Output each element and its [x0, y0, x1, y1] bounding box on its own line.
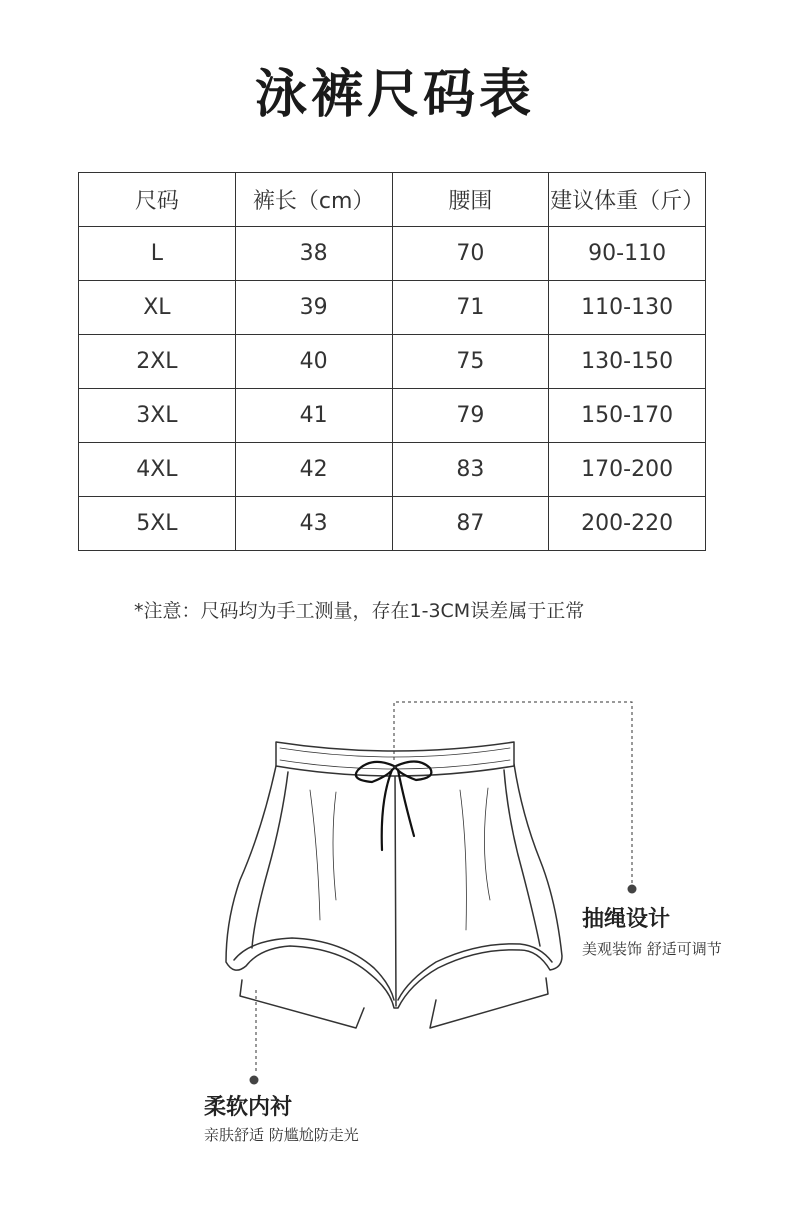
cell-length: 43	[235, 497, 392, 551]
liner-right-leg	[430, 978, 548, 1028]
cell-length: 40	[235, 335, 392, 389]
drawstring-callout-title: 抽绳设计	[582, 907, 671, 932]
cell-waist: 79	[392, 389, 549, 443]
center-seam	[395, 772, 396, 1006]
drawstring-callout-subtitle: 美观装饰 舒适可调节	[582, 940, 722, 958]
header-waist: 腰围	[392, 173, 549, 227]
page-title: 泳裤尺码表	[254, 65, 535, 125]
cell-size: L	[79, 227, 236, 281]
cell-length: 38	[235, 227, 392, 281]
waistband	[276, 742, 514, 776]
cell-waist: 75	[392, 335, 549, 389]
cell-length: 39	[235, 281, 392, 335]
cell-length: 41	[235, 389, 392, 443]
liner-left-leg	[240, 980, 364, 1028]
cell-size: 2XL	[79, 335, 236, 389]
liner-callout-subtitle: 亲肤舒适 防尴尬防走光	[204, 1126, 359, 1144]
cell-weight: 150-170	[549, 389, 706, 443]
header-size: 尺码	[79, 173, 236, 227]
cell-weight: 110-130	[549, 281, 706, 335]
cell-length: 42	[235, 443, 392, 497]
cell-waist: 87	[392, 497, 549, 551]
cell-waist: 70	[392, 227, 549, 281]
liner-callout-dot	[250, 1076, 259, 1085]
cell-weight: 200-220	[549, 497, 706, 551]
cell-waist: 71	[392, 281, 549, 335]
measurement-note: *注意：尺码均为手工测量，存在1-3CM误差属于正常	[134, 600, 585, 622]
cell-waist: 83	[392, 443, 549, 497]
cell-size: 4XL	[79, 443, 236, 497]
header-weight: 建议体重（斤）	[549, 173, 706, 227]
cell-weight: 170-200	[549, 443, 706, 497]
liner-callout-title: 柔软内衬	[204, 1095, 293, 1120]
cell-size: XL	[79, 281, 236, 335]
cell-size: 5XL	[79, 497, 236, 551]
drawstring-callout-dot	[628, 885, 637, 894]
cell-weight: 130-150	[549, 335, 706, 389]
shorts-outer-shell	[226, 764, 562, 1008]
cell-weight: 90-110	[549, 227, 706, 281]
header-length: 裤长（cm）	[235, 173, 392, 227]
cell-size: 3XL	[79, 389, 236, 443]
